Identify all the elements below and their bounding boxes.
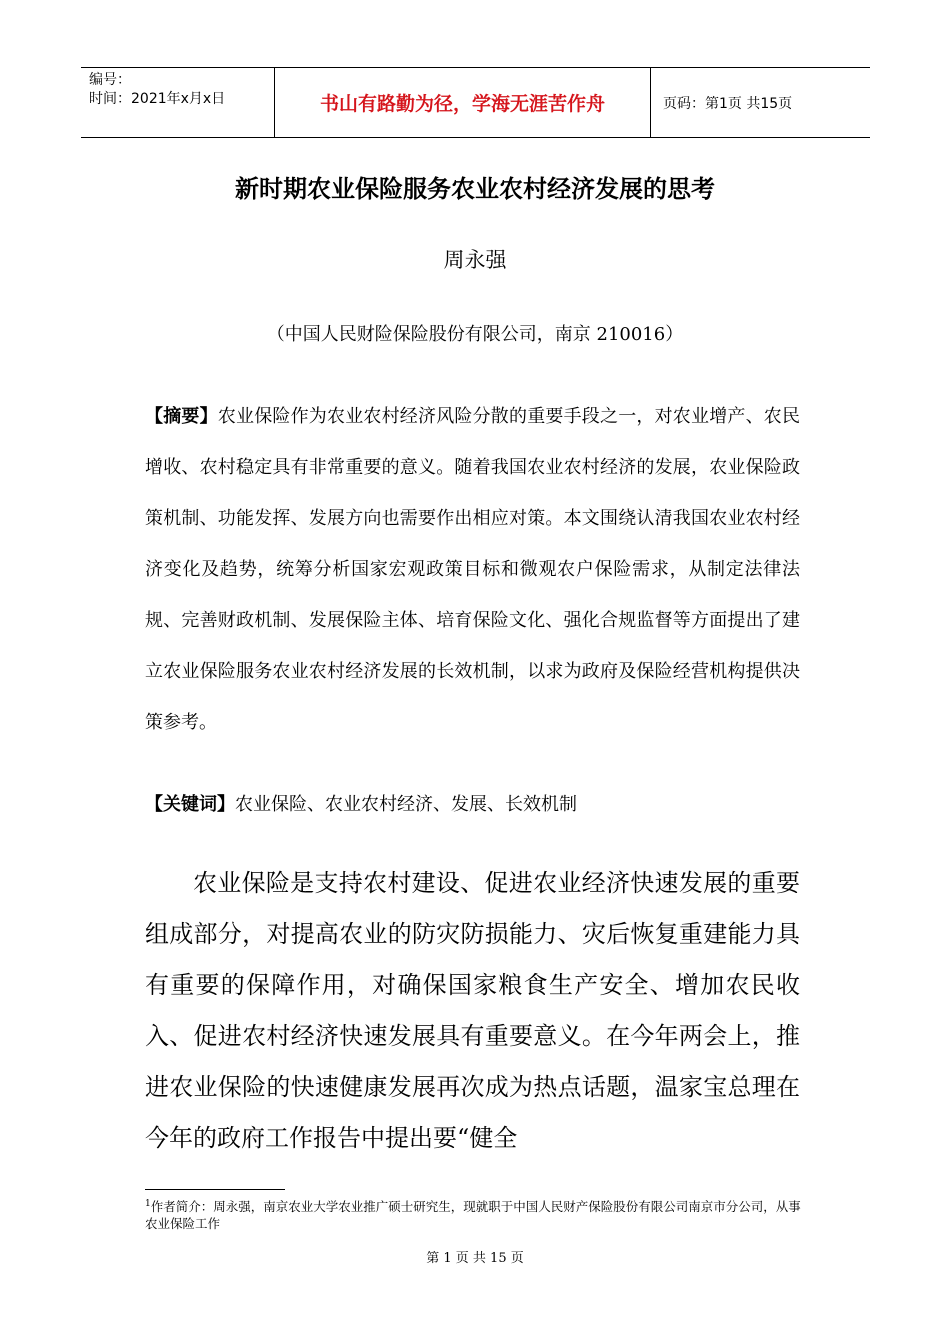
- author: 周永强: [443, 248, 507, 272]
- document-title: 新时期农业保险服务农业农村经济发展的思考: [235, 175, 715, 203]
- footnote-marker: 1: [145, 1199, 151, 1209]
- footnote: [145, 1196, 805, 1232]
- body-paragraph: 农业保险是支持农村建设、促进农业经济快速发展的重要组成部分，对提高农业的防灾防损能力、灾后恢复重建能力具有重要的保障作用，对确保国家粮食生产安全、增加农民收入、促进农村经济快速发展具有重要意义。在今年两会上，推进农业保险的快速健康发展再次成为热点话题，温家宝总理在今年的政府工作报告中提出要“健全: [145, 869, 800, 1152]
- abstract: [145, 391, 800, 748]
- abstract-text: 农业保险作为农业农村经济风险分散的重要手段之一，对农业增产、农民增收、农村稳定具有非常重要的意义。随着我国农业农村经济的发展，农业保险政策机制、功能发挥、发展方向也需要作出相应对策。本文围绕认清我国农业农村经济变化及趋势，统筹分析国家宏观政策目标和微观农户保险需求，从制定法律法规、完善财政机制、发展保险主体、培育保险文化、强化合规监督等方面提出了建立农业保险服务农业农村经济发展的长效机制，以求为政府及保险经营机构提供决策参考。: [145, 406, 801, 733]
- keywords-text: 农业保险、农业农村经济、发展、长效机制: [235, 794, 577, 815]
- page-number: 第 1 页 共 15 页: [426, 1251, 524, 1266]
- header-page-info: 页码：第1页 共15页: [663, 95, 793, 112]
- keywords-label: 【关键词】: [145, 794, 235, 815]
- time-label: 时间：2021年x月x日: [89, 91, 226, 107]
- header-meta: [81, 68, 275, 137]
- footnote-divider: [145, 1189, 285, 1190]
- footnote-text: 作者简介：周永强，南京农业大学农业推广硕士研究生，现就职于中国人民财产保险股份有限公司南京市分公司，从事农业保险工作: [145, 1199, 801, 1232]
- abstract-label: 【摘要】: [145, 406, 218, 427]
- keywords: [145, 790, 800, 820]
- number-label: 编号：: [89, 72, 131, 88]
- header-table: [81, 67, 870, 138]
- affiliation: （中国人民财险保险股份有限公司，南京 210016）: [266, 324, 684, 345]
- header-motto: 书山有路勤为径，学海无涯苦作舟: [275, 68, 651, 137]
